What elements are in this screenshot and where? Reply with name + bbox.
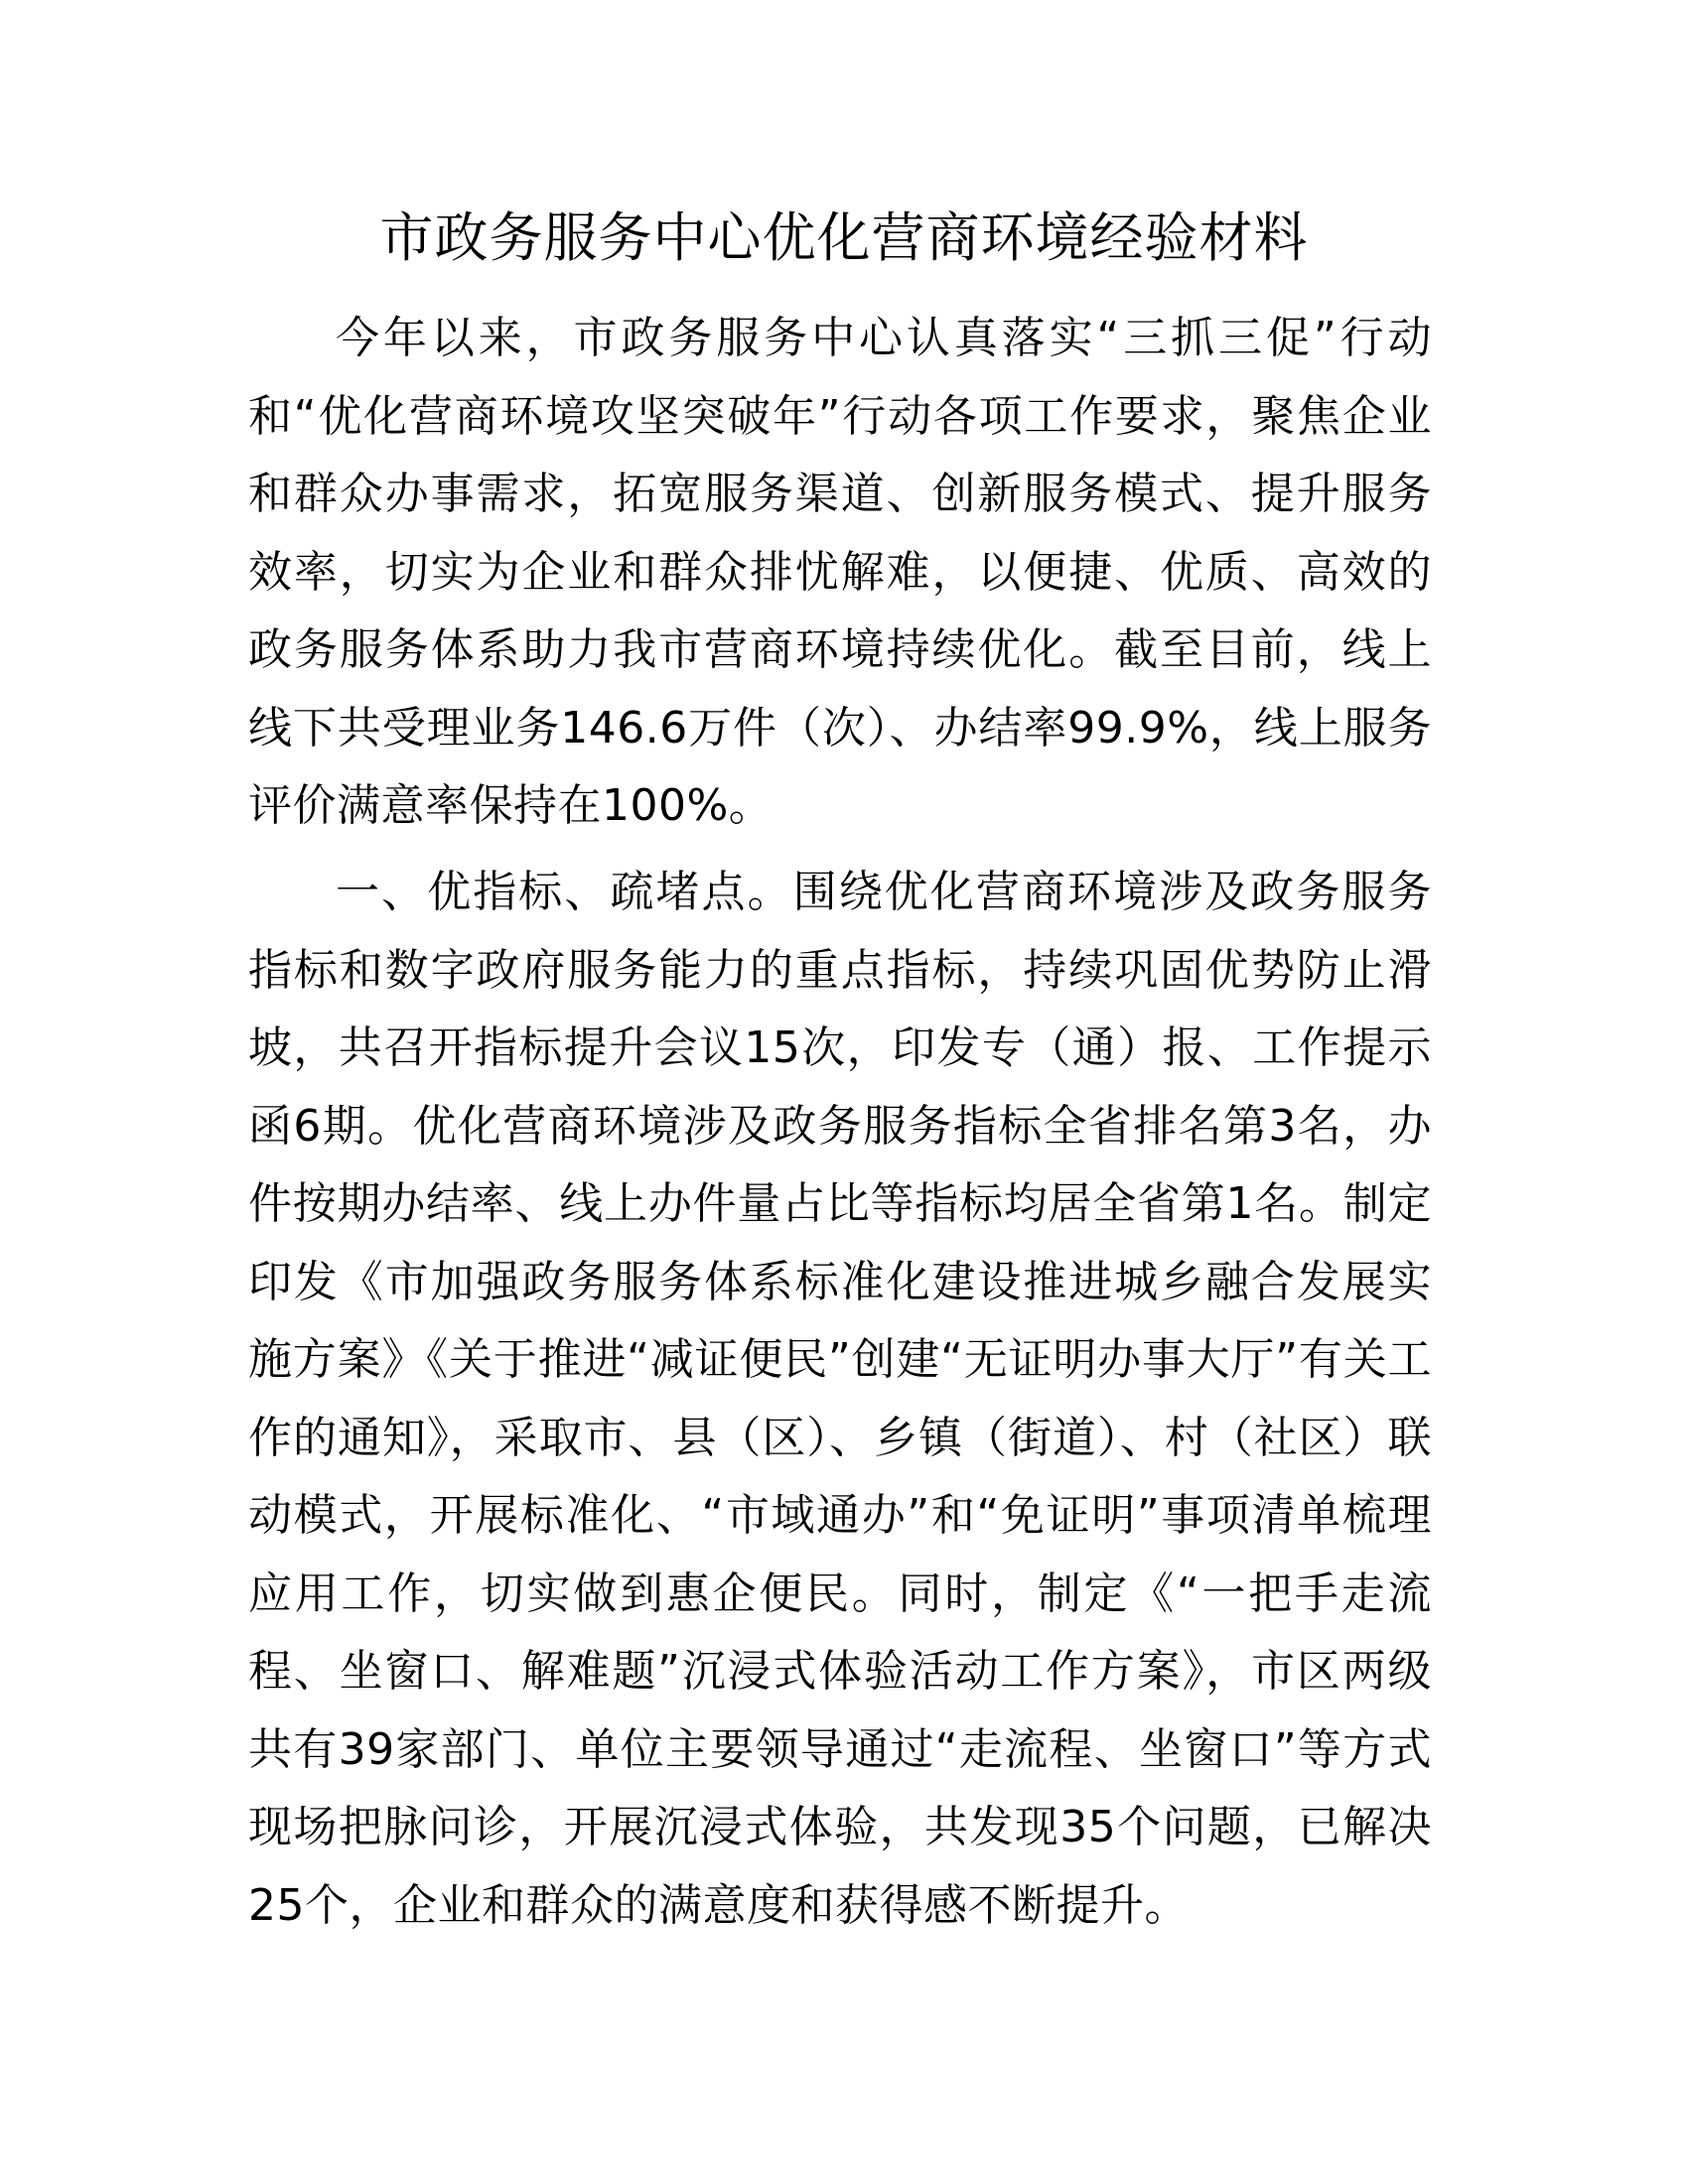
document-title: 市政务服务中心优化营商环境经验材料 bbox=[379, 206, 1309, 269]
paragraph-section-1: 一、优指标、疏堵点。围绕优化营商环境涉及政务服务指标和数字政府服务能力的重点指标，持续巩固优势防止滑坡，共召开指标提升会议15次，印发专（通）报、工作提示函6期。优化营商环境涉及政务服务指标全省排名第3名，办件按期办结率、线上办件量占比等指标均居全省第1名。制定印发《市加强政务服务体系标准化建设推进城乡融合发展实施方案》《关于推进“减证便民”创建“无证明办事大厅”有关工作的通知》，采取市、县（区）、乡镇（街道）、村（社区）联动模式，开展标准化、“市域通办”和“免证明”事项清单梳理应用工作，切实做到惠企便民。同时，制定《“一把手走流程、坐窗口、解难题”沉浸式体验活动工作方案》，市区两级共有39家部门、单位主要领导通过“走流程、坐窗口”等方式现场把脉问诊，开展沉浸式体验，共发现35个问题，已解决25个，企业和群众的满意度和获得感不断提升。 bbox=[248, 867, 1432, 1931]
paragraph-intro: 今年以来，市政务服务中心认真落实“三抓三促”行动和“优化营商环境攻坚突破年”行动各项工作要求，聚焦企业和群众办事需求，拓宽服务渠道、创新服务模式、提升服务效率，切实为企业和群众排忧解难，以便捷、优质、高效的政务服务体系助力我市营商环境持续优化。截至目前，线上线下共受理业务146.6万件（次）、办结率99.9%，线上服务评价满意率保持在100%。 bbox=[248, 313, 1432, 831]
